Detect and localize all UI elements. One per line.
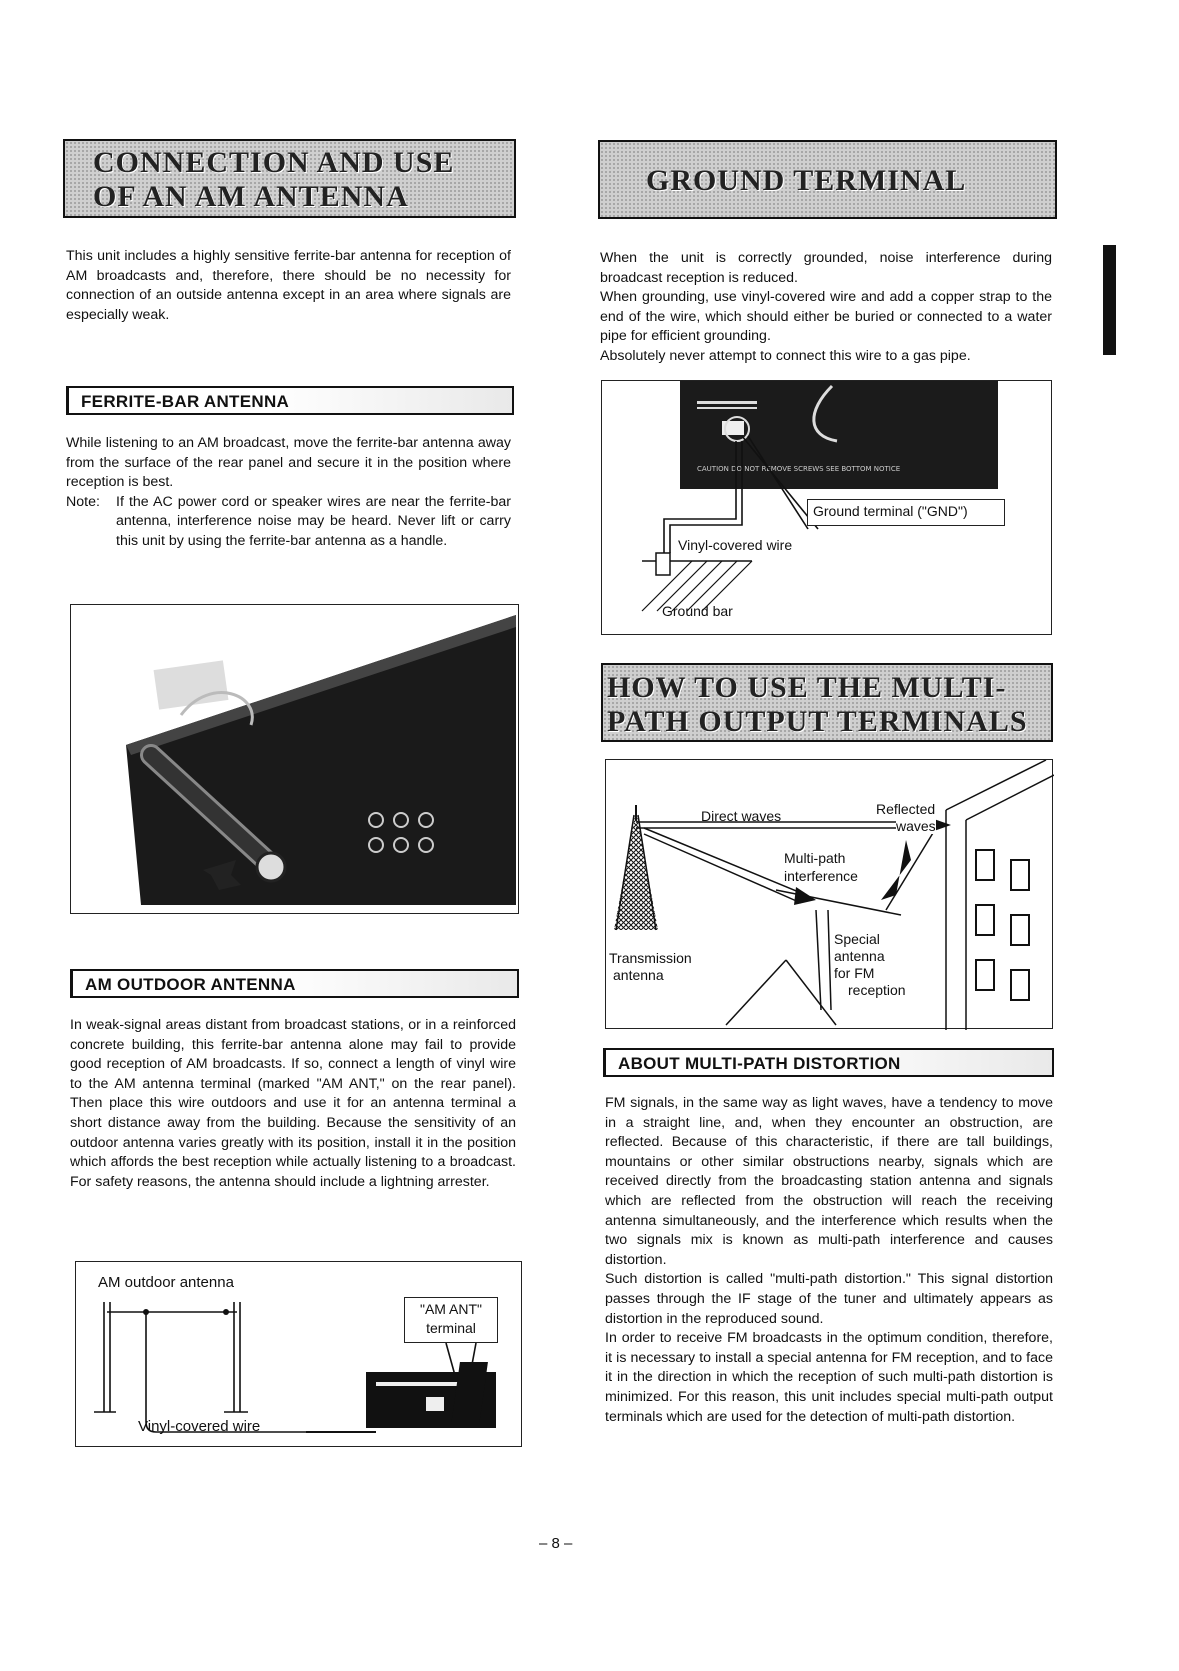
reflected-label-2: waves bbox=[896, 818, 936, 834]
reflected-label-1: Reflected bbox=[876, 801, 936, 817]
multipath-label-2: interference bbox=[784, 868, 858, 884]
am-ant-callout-line1: "AM ANT" bbox=[419, 1301, 483, 1317]
note-label: Note: bbox=[66, 493, 100, 510]
multipath-drawing bbox=[606, 760, 1054, 1030]
am-outdoor-text: In weak-signal areas distant from broadcast stations, or in a reinforced concrete building, this ferrite-bar antenna alone may fail to provide good reception of AM broadcasts. If so, connect a length of vinyl wire to the AM antenna terminal (marked "AM ANT," on the rear panel). Then place this wire outdoors and use it for an antenna terminal a short distance away from the building. Because the sensitivity of an outdoor antenna varies greatly with its position, install it in the position which affords the best reception while actually listening to a broadcast. For safety reasons, the antenna should include a lightning arrester. bbox=[70, 1017, 516, 1190]
ferrite-bar-text bbox=[66, 434, 511, 552]
ground-text-p2: When grounding, use vinyl-covered wire and add a copper strap to the end of the wire, which should either be buried or connected to a water pipe for efficient grounding. bbox=[600, 289, 1052, 345]
multipath-distortion-heading bbox=[603, 1048, 1054, 1077]
ferrite-bar-heading bbox=[66, 386, 514, 415]
am-antenna-banner-line2: OF AN AM ANTENNA bbox=[93, 180, 409, 213]
am-intro-text: This unit includes a highly sensitive ferrite-bar antenna for reception of AM broadcasts and, therefore, there should be no necessity for connection of an outside antenna except in an area where signals are especially weak. bbox=[66, 248, 511, 323]
svg-text:CAUTION DO NOT REMOVE SCREWS: CAUTION DO NOT REMOVE SCREWS SEE BOTTOM NOTICE bbox=[697, 465, 901, 473]
ground-terminal-banner bbox=[598, 140, 1057, 219]
multipath-figure bbox=[605, 759, 1053, 1029]
edge-tab-marker bbox=[1103, 245, 1116, 355]
am-outdoor-heading-text: AM OUTDOOR ANTENNA bbox=[85, 975, 296, 994]
page-number: – 8 – bbox=[539, 1535, 573, 1552]
am-ant-callout-line2: terminal bbox=[426, 1320, 476, 1336]
multipath-banner-line2: PATH OUTPUT TERMINALS bbox=[607, 705, 1028, 738]
ferrite-bar-heading-text: FERRITE-BAR ANTENNA bbox=[81, 392, 290, 411]
am-antenna-banner bbox=[63, 139, 516, 218]
transmission-label-2: antenna bbox=[613, 967, 664, 983]
ground-wire-label: Vinyl-covered wire bbox=[678, 537, 793, 553]
multipath-banner bbox=[601, 663, 1053, 742]
ground-figure bbox=[601, 380, 1052, 635]
ground-terminal-banner-text: GROUND TERMINAL bbox=[646, 164, 967, 197]
multipath-distortion-text bbox=[605, 1094, 1053, 1427]
am-antenna-banner-line1: CONNECTION AND USE bbox=[93, 146, 455, 179]
special-antenna-label-1: Special bbox=[834, 931, 880, 947]
distortion-p1: FM signals, in the same way as light waves, have a tendency to move in a straight line, and, when they encounter an obstruction, are reflected. Because of this characteristic, if there are tall buildings, mountains or other similar obstructions nearby, signals which are received directly from the broadcasting station antenna and signals which are reflected from the obstruction will reach the receiving antenna simultaneously, and the interference which results when the two signals mix is known as multi-path interference and causes distortion. bbox=[605, 1095, 1053, 1268]
ground-terminal-label: Ground terminal ("GND") bbox=[813, 503, 968, 519]
special-antenna-label-2: antenna bbox=[834, 948, 885, 964]
note-text: If the AC power cord or speaker wires are near the ferrite-bar antenna, interference noise may be heard. Never lift or carry this unit by using the ferrite-bar antenna as a handle. bbox=[116, 493, 511, 549]
distortion-p2: Such distortion is called "multi-path distortion." This signal distortion passes through the IF stage of the tuner and ultimately appears as distortion in the reproduced sound. bbox=[605, 1271, 1053, 1327]
am-outdoor-wire-label: Vinyl-covered wire bbox=[138, 1418, 261, 1435]
direct-waves-label: Direct waves bbox=[701, 808, 782, 824]
am-outdoor-heading bbox=[70, 969, 519, 998]
am-outdoor-fig-title: AM outdoor antenna bbox=[98, 1274, 234, 1291]
ground-text-p1: When the unit is correctly grounded, noise interference during broadcast reception is reduced. bbox=[600, 250, 1052, 286]
multipath-distortion-heading-text: ABOUT MULTI-PATH DISTORTION bbox=[618, 1054, 901, 1073]
special-antenna-label-4: reception bbox=[848, 982, 906, 998]
special-antenna-label-3: for FM bbox=[834, 965, 875, 981]
ferrite-bar-photo bbox=[70, 604, 519, 914]
multipath-label-1: Multi-path bbox=[784, 850, 846, 866]
distortion-p3: In order to receive FM broadcasts in the optimum condition, therefore, it is necessary to install a special antenna for FM reception, and to face it in the direction in which the reception of such multi-path distortion is minimized. For this reason, this unit includes special multi-path output terminals which are used for the detection of multi-path distortion. bbox=[605, 1330, 1053, 1425]
transmission-label-1: Transmission bbox=[609, 950, 692, 966]
ferrite-bar-body: While listening to an AM broadcast, move the ferrite-bar antenna away from the surface of the rear panel and secure it in the position where reception is best. bbox=[66, 435, 511, 491]
ground-text-p3: Absolutely never attempt to connect this wire to a gas pipe. bbox=[600, 347, 971, 364]
am-outdoor-figure bbox=[75, 1261, 522, 1447]
ferrite-bar-photo-drawing bbox=[71, 605, 519, 914]
ground-bar-label: Ground bar bbox=[662, 603, 733, 619]
multipath-banner-line1: HOW TO USE THE MULTI- bbox=[607, 671, 1007, 704]
ground-text bbox=[600, 249, 1052, 367]
ground-terminal-callout bbox=[807, 499, 1005, 526]
